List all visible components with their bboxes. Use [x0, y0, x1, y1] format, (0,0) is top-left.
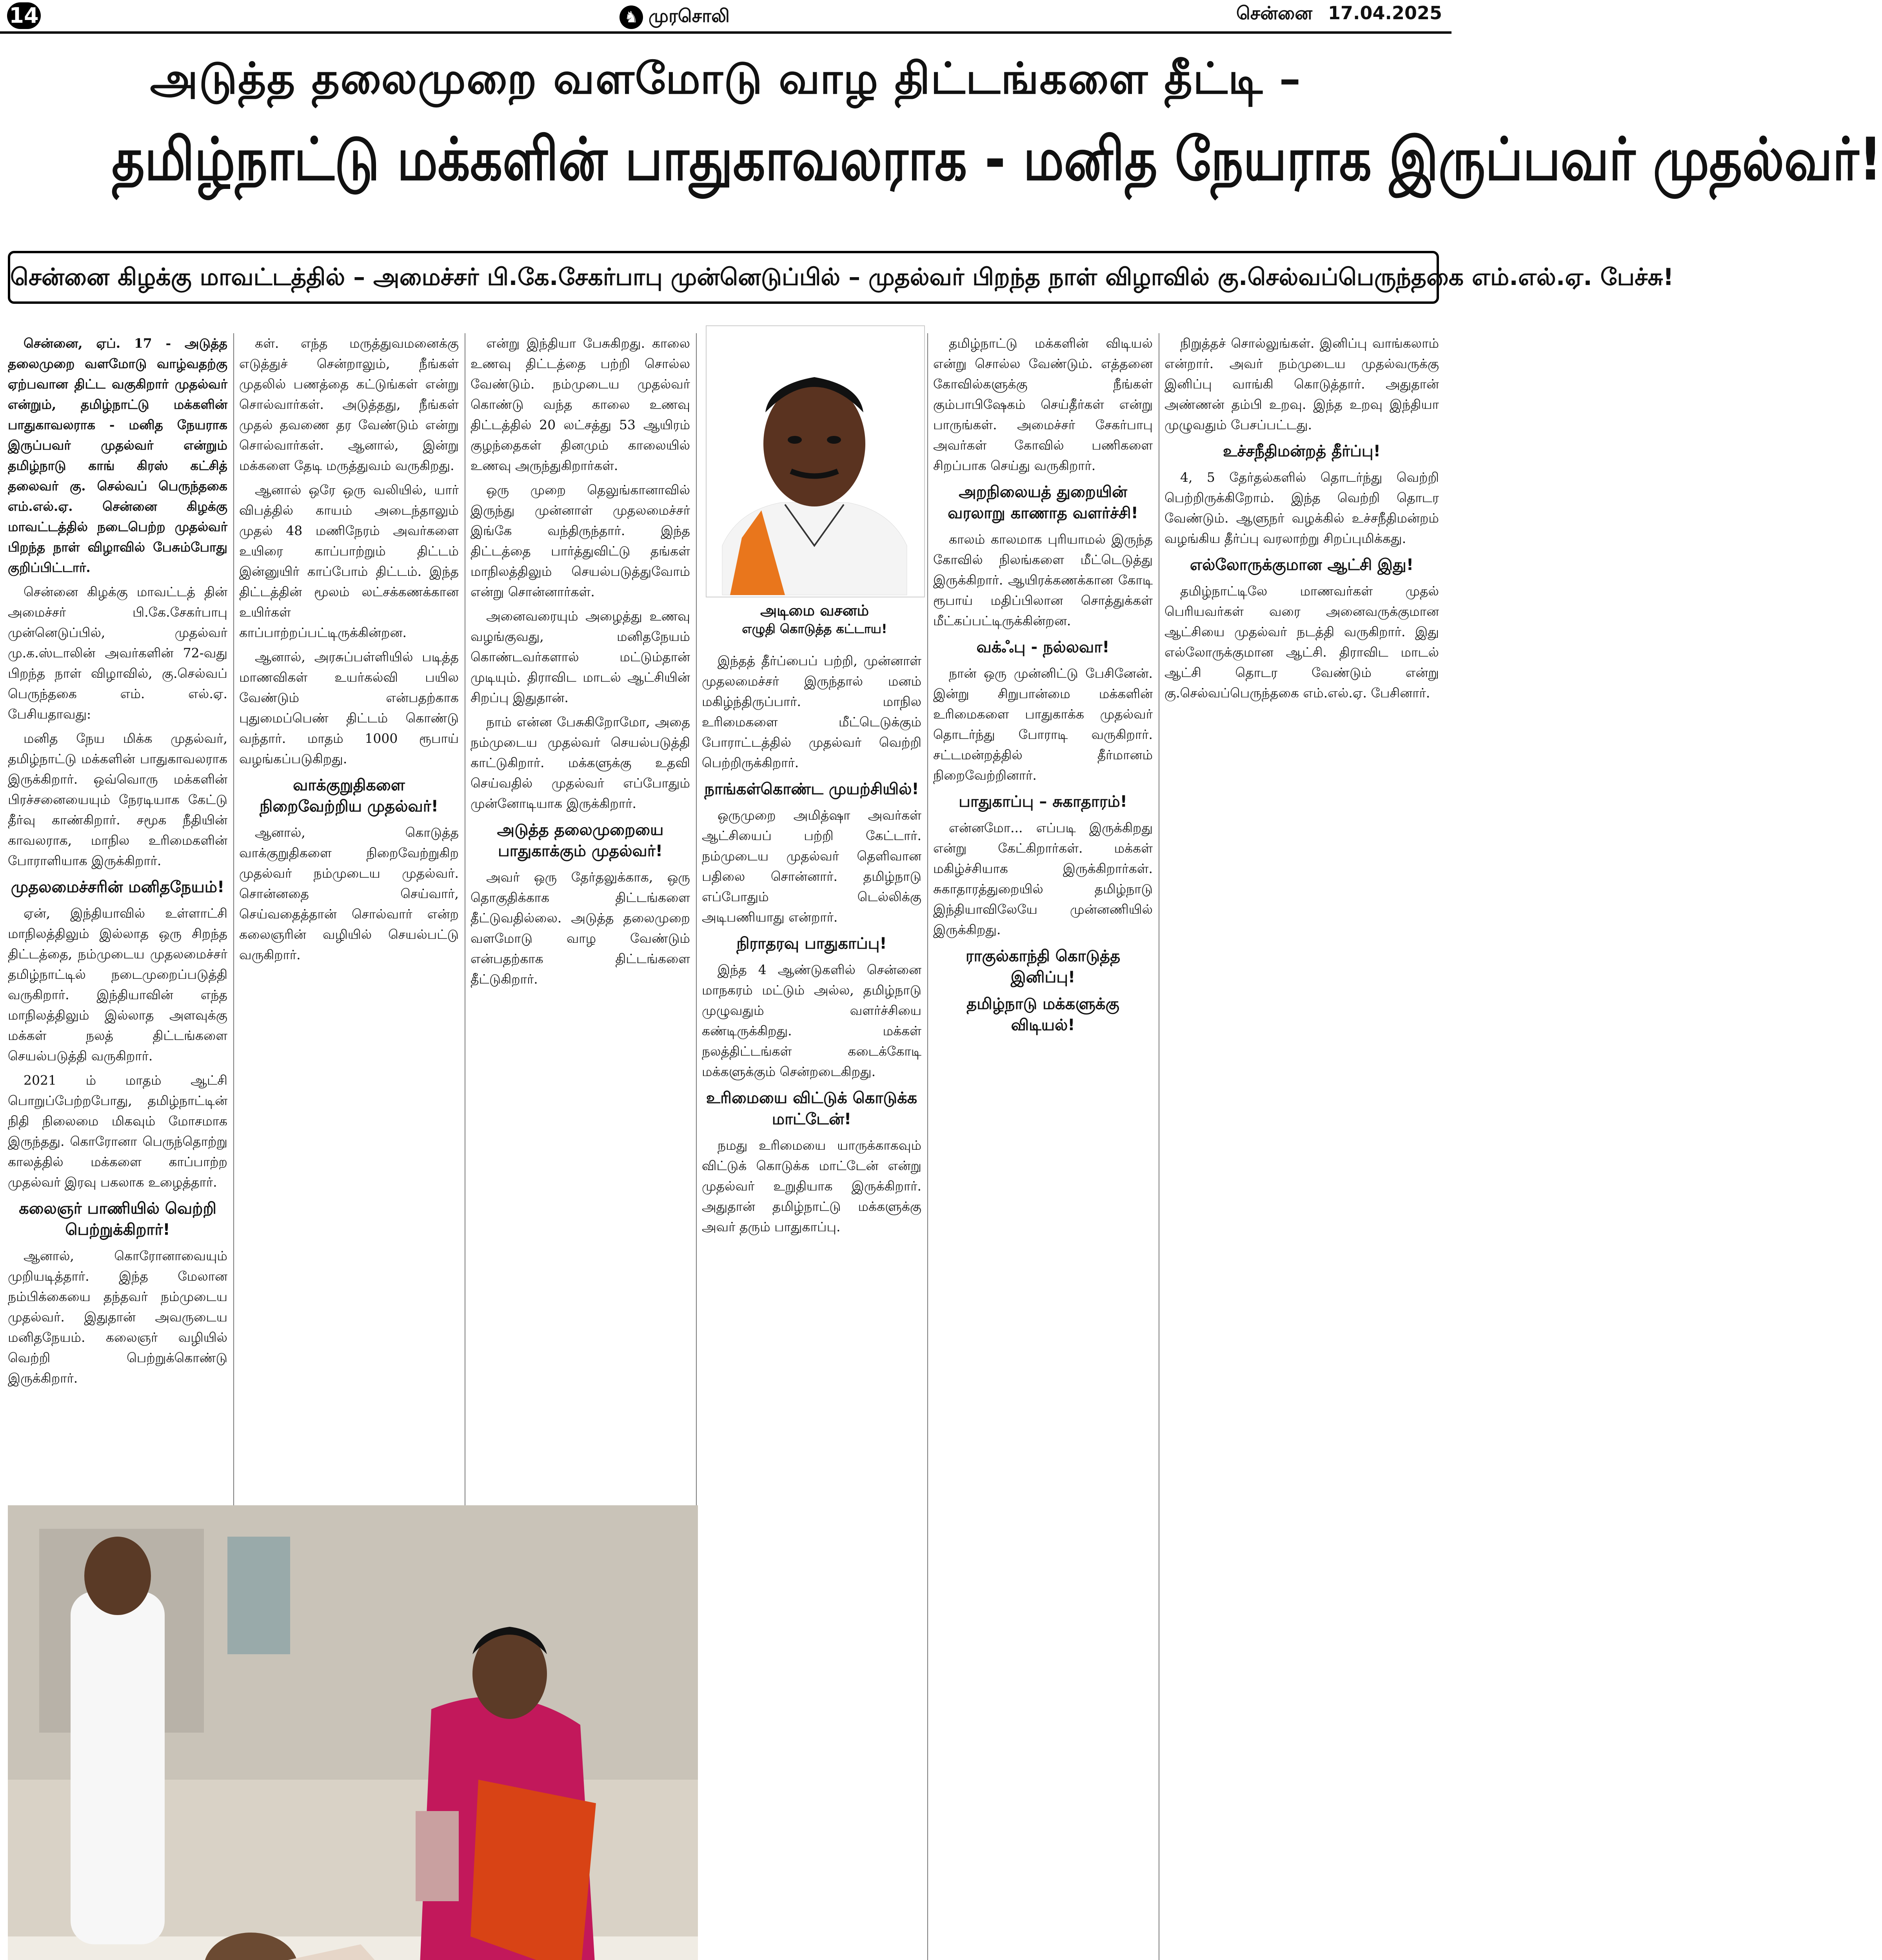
paragraph: அனைவரையும் அழைத்து உணவு வழங்குவது, மனிதநேயம் கொண்டவர்களால் மட்டும்தான் முடியும். திராவிட மாடல் ஆட்சியின் சிறப்பு இதுதான். [470, 608, 690, 705]
page-number: 14 [7, 2, 41, 29]
section-heading: ராகுல்காந்தி கொடுத்த இனிப்பு! [965, 947, 1121, 986]
paragraph: ஆனால், கொரோனாவையும் முறியடித்தார். இந்த மேலான நம்பிக்கையை தந்தவர் நம்முடைய முதல்வர். இதுதான் அவருடைய மனிதநேயம். கலைஞர் வழியில் வெற்றி பெற்றுக்கொண்டு இருக்கிறார். [8, 1248, 227, 1386]
paragraph: ஆனால், கொடுத்த வாக்குறுதிகளை நிறைவேற்றுகிற முதல்வர் நம்முடைய முதல்வர். சொன்னதை செய்வார், செய்வதைத்தான் சொல்வார் என்ற கலைஞரின் வழியில் செயல்பட்டு வருகிறார். [239, 825, 459, 962]
paragraph: ஒரு முறை தெலுங்கானாவில் இருந்து முன்னாள் முதலமைச்சர் இங்கே வந்திருந்தார். இந்த திட்டத்தை பார்த்துவிட்டு தங்கள் மாநிலத்திலும் செயல்படுத்துவோம் என்று சொன்னார்கள். [470, 482, 690, 599]
paragraph: அவர் ஒரு தேர்தலுக்காக, ஒரு தொகுதிக்காக திட்டங்களை தீட்டுவதில்லை. அடுத்த தலைமுறை வளமோடு வாழ வேண்டும் என்பதற்காக திட்டங்களை தீட்டுகிறார். [470, 869, 690, 987]
section-heading: உரிமையை விட்டுக் கொடுக்க மாட்டேன்! [706, 1089, 917, 1128]
elephant-logo-icon: ♞ [619, 5, 643, 29]
section-heading: வக்ஃபு - நல்லவா! [976, 638, 1110, 656]
headline: தமிழ்நாட்டு மக்களின் பாதுகாவலராக - மனித நேயராக இருப்பவர் முதல்வர்! [111, 125, 1882, 194]
paragraph: நாம் என்ன பேசுகிறோமோ, அதை நம்முடைய முதல்வர் செயல்படுத்தி காட்டுகிறார். மக்களுக்கு உதவி செய்வதில் முதல்வர் எப்போதும் முன்னோடியாக இருக்கிறார். [470, 714, 690, 811]
hospital-visit-photo [8, 1505, 698, 1960]
masthead [619, 2, 730, 29]
lead-paragraph: சென்னை, ஏப். 17 - அடுத்த தலைமுறை வளமோடு வாழ்வதற்கு ஏற்பவான திட்ட வகுகிறார் முதல்வர் என்றும், தமிழ்நாட்டு மக்களின் பாதுகாவலராக - மனித நேயராக இருப்பவர் முதல்வர் என்றும் தமிழ்நாடு காங் கிரஸ் கட்சித் தலைவர் கு. செல்வப் பெருந்தகை எம்.எல்.ஏ. சென்னை கிழக்கு மாவட்டத்தில் நடைபெற்ற முதல்வர் பிறந்த நாள் விழாவில் பேசும்போது குறிப்பிட்டார். [8, 336, 227, 575]
paragraph: நிறுத்தச் சொல்லுங்கள். இனிப்பு வாங்கலாம் என்றார். அவர் நம்முடைய முதல்வருக்கு இனிப்பு வாங்கி கொடுத்தார். அதுதான் அண்ணன் தம்பி உறவு. இந்த உறவு இந்தியா முழுவதும் பேசப்பட்டது. [1164, 336, 1439, 432]
page-header [0, 0, 1451, 34]
paragraph: என்று இந்தியா பேசுகிறது. காலை உணவு திட்டத்தை பற்றி சொல்ல வேண்டும். நம்முடைய முதல்வர் கொண்டு வந்த காலை உணவு திட்டத்தில் 20 லட்சத்து 53 ஆயிரம் குழந்தைகள் தினமும் காலையில் உணவு அருந்துகிறார்கள். [470, 336, 690, 473]
paragraph: சென்னை கிழக்கு மாவட்டத் தின் அமைச்சர் பி.கே.சேகர்பாபு முன்னெடுப்பில், முதல்வர் மு.க.ஸ்டாலின் அவர்களின் 72-வது பிறந்த நாள் விழாவில், கு.செல்வப் பெருந்தகை எம். எல்.ஏ. பேசியதாவது: [8, 584, 227, 722]
section-heading: முதலமைச்சரின் மனிதநேயம்! [11, 878, 225, 896]
paragraph: ஏன், இந்தியாவில் உள்ளாட்சி மாநிலத்திலும் இல்லாத ஒரு சிறந்த திட்டத்தை, நம்முடைய முதலமைச்சர் தமிழ்நாட்டில் நடைமுறைப்படுத்தி வருகிறார். இந்தியாவின் எந்த மாநிலத்திலும் இல்லாத அளவுக்கு மக்கள் நலத் திட்டங்களை செயல்படுத்தி வருகிறார். [8, 906, 227, 1063]
city: சென்னை [1236, 2, 1312, 24]
section-heading: கலைஞர் பாணியில் வெற்றி பெற்றுக்கிறார்! [19, 1200, 216, 1239]
article-column-6 [1164, 333, 1439, 1960]
paragraph: ஒருமுறை அமித்ஷா அவர்கள் ஆட்சியைப் பற்றி கேட்டார். நம்முடைய முதல்வர் தெளிவான பதிலை சொன்னார். தமிழ்நாடு எப்போதும் டெல்லிக்கு அடிபணியாது என்றார். [702, 808, 921, 925]
kicker: அடுத்த தலைமுறை வளமோடு வாழ திட்டங்களை தீட்டி – [150, 53, 1302, 103]
paragraph: இந்த 4 ஆண்டுகளில் சென்னை மாநகரம் மட்டும் அல்ல, தமிழ்நாடு முழுவதும் வளர்ச்சியை கண்டிருக்கிறது. மக்கள் நலத்திட்டங்கள் கடைக்கோடி மக்களுக்கும் சென்றடைகிறது. [702, 962, 921, 1079]
paragraph: மனித நேய மிக்க முதல்வர், தமிழ்நாட்டு மக்களின் பாதுகாவலராக இருக்கிறார். ஒவ்வொரு மக்களின் பிரச்சனையையும் நேரடியாக கேட்டு தீர்வு காண்கிறார். சமூக நீதியின் காவலராக, மாநில உரிமைகளின் போராளியாக இருக்கிறார். [8, 731, 227, 868]
section-heading: உச்சநீதிமன்றத் தீர்ப்பு! [1223, 442, 1381, 460]
paragraph: 4, 5 தேர்தல்களில் தொடர்ந்து வெற்றி பெற்றிருக்கிறோம். இந்த வெற்றி தொடர வேண்டும். ஆளுநர் வழக்கில் உச்சநீதிமன்றம் வழங்கிய தீர்ப்பு வரலாற்று சிறப்புமிக்கது. [1164, 470, 1439, 546]
section-heading: நிராதரவு பாதுகாப்பு! [736, 935, 887, 953]
paragraph: ஆனால் ஒரே ஒரு வலியில், யார் விபத்தில் காயம் அடைந்தாலும் முதல் 48 மணிநேரம் அவர்களை உயிரை காப்பாற்றும் திட்டம் இன்னுயிர் காப்போம் திட்டம். இந்த திட்டத்தின் மூலம் லட்சக்கணக்கான உயிர்கள் காப்பாற்றப்பட்டிருக்கின்றன. [239, 482, 459, 640]
portrait-photo [706, 325, 925, 597]
article-column-5 [933, 333, 1153, 1960]
article-column-1 [8, 333, 227, 1497]
paragraph: தமிழ்நாட்டிலே மாணவர்கள் முதல் பெரியவர்கள் வரை அனைவருக்குமான ஆட்சியை முதல்வர் நடத்தி வருகிறார். இது எல்லோருக்குமான ஆட்சி. திராவிட மாடல் ஆட்சி தொடர வேண்டும் என்று கு.செல்வப்பெருந்தகை எம்.எல்.ஏ. பேசினார். [1164, 583, 1439, 701]
paragraph: 2021 ம் மாதம் ஆட்சி பொறுப்பேற்றபோது, தமிழ்நாட்டின் நிதி நிலைமை மிகவும் மோசமாக இருந்தது. கொரோனா பெருந்தொற்று காலத்தில் மக்களை காப்பாற்ற முதல்வர் இரவு பகலாக உழைத்தார். [8, 1073, 227, 1190]
article-column-4 [702, 651, 921, 1960]
dateline [1221, 2, 1442, 29]
paper-name: முரசொலி [649, 5, 730, 26]
section-heading: அறநிலையத் துறையின் வரலாறு காணாத வளர்ச்சி! [948, 483, 1138, 522]
date: 17.04.2025 [1328, 2, 1442, 24]
paragraph: காலம் காலமாக புரியாமல் இருந்த கோவில் நிலங்களை மீட்டெடுத்து இருக்கிறார். ஆயிரக்கணக்கான கோடி ரூபாய் மதிப்பிலான சொத்துக்கள் மீட்கப்பட்டிருக்கின்றன. [933, 532, 1153, 628]
section-heading: எல்லோருக்குமான ஆட்சி இது! [1190, 556, 1414, 574]
section-heading: அடுத்த தலைமுறையை பாதுகாக்கும் முதல்வர்! [497, 821, 664, 860]
paragraph: நமது உரிமையை யாருக்காகவும் விட்டுக் கொடுக்க மாட்டேன் என்று முதல்வர் உறுதியாக இருக்கிறார். அதுதான் தமிழ்நாட்டு மக்களுக்கு அவர் தரும் பாதுகாப்பு. [702, 1138, 921, 1234]
portrait-caption-name: அடிமை வசனம் [760, 602, 869, 619]
portrait-caption-sub: எழுதி கொடுத்த கட்டாய! [742, 621, 887, 636]
section-heading: நாங்கள்கொண்ட முயற்சியில்! [704, 780, 919, 798]
section-heading: பாதுகாப்பு – சுகாதாரம்! [959, 793, 1127, 811]
subhead: சென்னை கிழக்கு மாவட்டத்தில் – அமைச்சர் பி.கே.சேகர்பாபு முன்னெடுப்பில் – முதல்வர் பிறந்த நாள் விழாவில் கு.செல்வப்பெருந்தகை எம்.எல்.ஏ. பேச்சு! [8, 251, 1439, 304]
column-divider [927, 333, 928, 1960]
article-column-3 [470, 333, 690, 1497]
paragraph: கள். எந்த மருத்துவமனைக்கு எடுத்துச் சென்றாலும், நீங்கள் முதலில் பணத்தை கட்டுங்கள் என்று சொல்வார்கள். அடுத்தது, நீங்கள் முதல் தவணை தர வேண்டும் என்று சொல்வார்கள். ஆனால், இன்று மக்களை தேடி மருத்துவம் வருகிறது. [239, 336, 459, 473]
article-column-2 [239, 333, 459, 1497]
section-heading: வாக்குறுதிகளை நிறைவேற்றிய முதல்வர்! [260, 776, 438, 815]
paragraph: தமிழ்நாட்டு மக்களின் விடியல் என்று சொல்ல வேண்டும். எத்தனை கோவில்களுக்கு நீங்கள் கும்பாபிஷேகம் செய்தீர்கள் என்று பாருங்கள். அமைச்சர் சேகர்பாபு அவர்கள் கோவில் பணிகளை சிறப்பாக செய்து வருகிறார். [933, 336, 1153, 473]
paragraph: இந்தத் தீர்ப்பைப் பற்றி, முன்னாள் முதலமைச்சர் இருந்தால் மனம் மகிழ்ந்திருப்பார். மாநில உரிமைகளை மீட்டெடுக்கும் போராட்டத்தில் முதல்வர் வெற்றி பெற்றிருக்கிறார். [702, 653, 921, 770]
section-heading: தமிழ்நாடு மக்களுக்கு விடியல்! [966, 995, 1119, 1034]
paragraph: நான் ஒரு முன்னிட்டு பேசினேன். இன்று சிறுபான்மை மக்களின் உரிமைகளை பாதுகாக்க முதல்வர் தொடர்ந்து போராடி வருகிறார். சட்டமன்றத்தில் தீர்மானம் நிறைவேற்றினார். [933, 666, 1153, 783]
paragraph: என்னமோ... எப்படி இருக்கிறது என்று கேட்கிறார்கள். மக்கள் மகிழ்ச்சியாக இருக்கிறார்கள். சுகாதாரத்துறையில் தமிழ்நாடு இந்தியாவிலேயே முன்னணியில் இருக்கிறது. [933, 820, 1153, 937]
paragraph: ஆனால், அரசுப்பள்ளியில் படித்த மாணவிகள் உயர்கல்வி பயில வேண்டும் என்பதற்காக புதுமைப்பெண் திட்டம் கொண்டு வந்தார். மாதம் 1000 ரூபாய் வழங்கப்படுகிறது. [239, 649, 459, 766]
